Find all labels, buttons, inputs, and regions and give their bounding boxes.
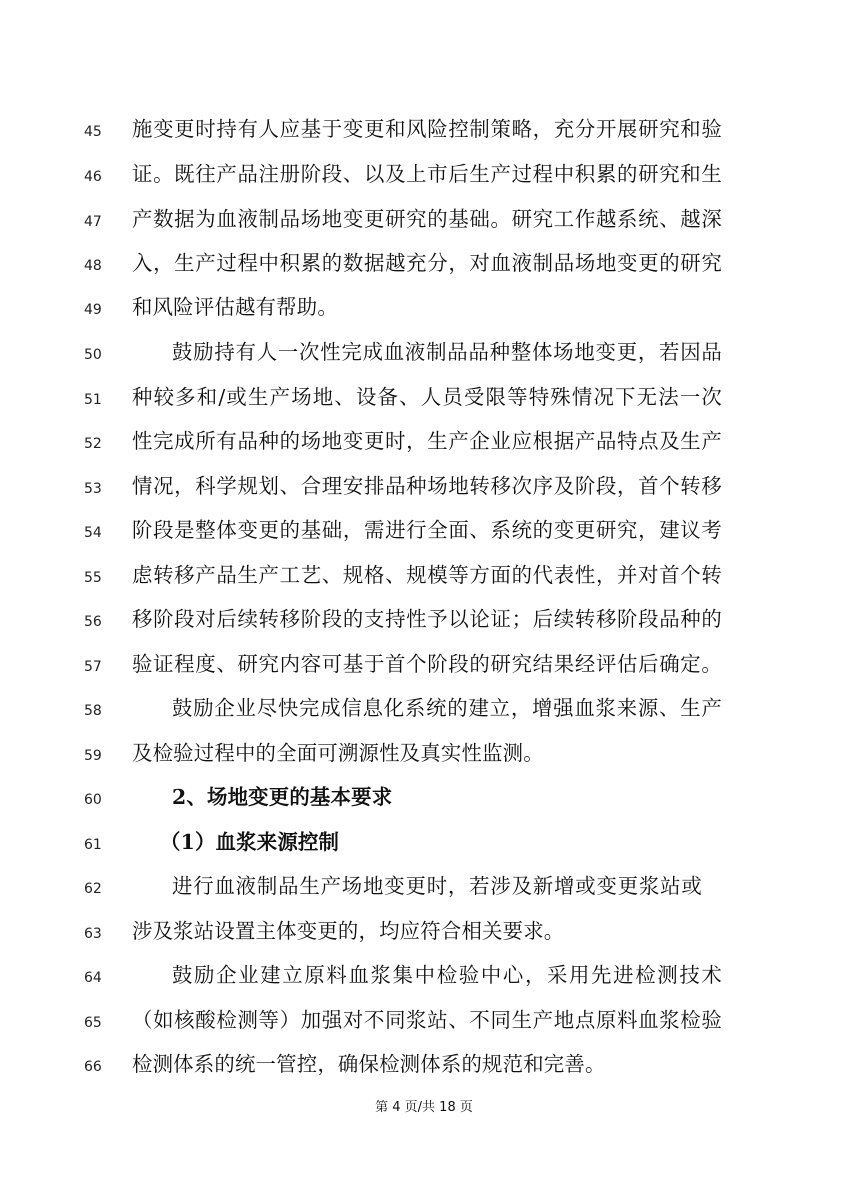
- line-text: 进行血液制品生产场地变更时，若涉及新增或变更浆站或: [172, 874, 702, 898]
- text-line: [0, 869, 848, 913]
- text-line: [0, 736, 848, 780]
- line-number: 60: [84, 792, 102, 808]
- line-text: 涉及浆站设置主体变更的，均应符合相关要求。: [132, 919, 565, 943]
- line-number: 48: [84, 258, 102, 274]
- line-number: 52: [84, 436, 102, 452]
- text-line: [0, 691, 848, 735]
- line-text: 和风险评估越有帮助。: [132, 295, 338, 319]
- line-number: 55: [84, 570, 102, 586]
- line-text: 情况，科学规划、合理安排品种场地转移次序及阶段，首个转移: [132, 474, 722, 498]
- line-number: 59: [84, 748, 102, 764]
- text-line: [0, 469, 848, 513]
- line-number: 49: [84, 302, 102, 318]
- heading-text: 2、场地变更的基本要求: [172, 785, 393, 809]
- line-text: （如核酸检测等）加强对不同浆站、不同生产地点原料血浆检验: [132, 1008, 722, 1032]
- text-line: [0, 112, 848, 156]
- text-line: [0, 647, 848, 691]
- line-number: 54: [84, 525, 102, 541]
- line-number: 47: [84, 214, 102, 230]
- text-line: [0, 335, 848, 379]
- line-number: 46: [84, 169, 102, 185]
- line-number: 62: [84, 881, 102, 897]
- line-text: 虑转移产品生产工艺、规格、规模等方面的代表性，并对首个转: [132, 563, 722, 587]
- text-line: [0, 558, 848, 602]
- line-text: 检测体系的统一管控，确保检测体系的规范和完善。: [132, 1052, 606, 1076]
- subsection-heading: [0, 825, 848, 869]
- line-number: 58: [84, 703, 102, 719]
- line-text: 及检验过程中的全面可溯源性及真实性监测。: [132, 741, 544, 765]
- text-line: [0, 202, 848, 246]
- text-line: [0, 1047, 848, 1091]
- text-line: [0, 157, 848, 201]
- line-text: 种较多和/或生产场地、设备、人员受限等特殊情况下无法一次: [132, 385, 722, 409]
- line-number: 56: [84, 614, 102, 630]
- line-text: 鼓励企业建立原料血浆集中检验中心，采用先进检测技术: [172, 963, 722, 987]
- line-text: 鼓励持有人一次性完成血液制品品种整体场地变更，若因品: [172, 340, 722, 364]
- line-number: 45: [84, 124, 102, 140]
- text-line: [0, 424, 848, 468]
- line-number: 50: [84, 347, 102, 363]
- line-text: 阶段是整体变更的基础，需进行全面、系统的变更研究，建议考: [132, 518, 722, 542]
- line-number: 53: [84, 481, 102, 497]
- text-line: [0, 1003, 848, 1047]
- line-number: 57: [84, 659, 102, 675]
- text-line: [0, 914, 848, 958]
- text-line: [0, 246, 848, 290]
- line-text: 性完成所有品种的场地变更时，生产企业应根据产品特点及生产: [132, 429, 722, 453]
- line-number: 51: [84, 392, 102, 408]
- page-footer: 第 4 页/共 18 页: [375, 1100, 473, 1115]
- line-number: 64: [84, 970, 102, 986]
- text-line: [0, 958, 848, 1002]
- line-text: 移阶段对后续转移阶段的支持性予以论证；后续转移阶段品种的: [132, 607, 722, 631]
- heading-text: （1）血浆来源控制: [160, 830, 340, 854]
- text-line: [0, 602, 848, 646]
- line-text: 验证程度、研究内容可基于首个阶段的研究结果经评估后确定。: [132, 652, 722, 676]
- text-line: [0, 290, 848, 334]
- line-text: 入，生产过程中积累的数据越充分，对血液制品场地变更的研究: [132, 251, 722, 275]
- text-line: [0, 380, 848, 424]
- text-line: [0, 513, 848, 557]
- line-text: 鼓励企业尽快完成信息化系统的建立，增强血浆来源、生产: [172, 696, 722, 720]
- line-number: 66: [84, 1059, 102, 1075]
- line-text: 施变更时持有人应基于变更和风险控制策略，充分开展研究和验: [132, 117, 722, 141]
- line-number: 61: [84, 837, 102, 853]
- line-text: 证。既往产品注册阶段、以及上市后生产过程中积累的研究和生: [132, 162, 722, 186]
- line-number: 65: [84, 1015, 102, 1031]
- line-number: 63: [84, 926, 102, 942]
- section-heading: [0, 780, 848, 824]
- line-text: 产数据为血液制品场地变更研究的基础。研究工作越系统、越深: [132, 207, 722, 231]
